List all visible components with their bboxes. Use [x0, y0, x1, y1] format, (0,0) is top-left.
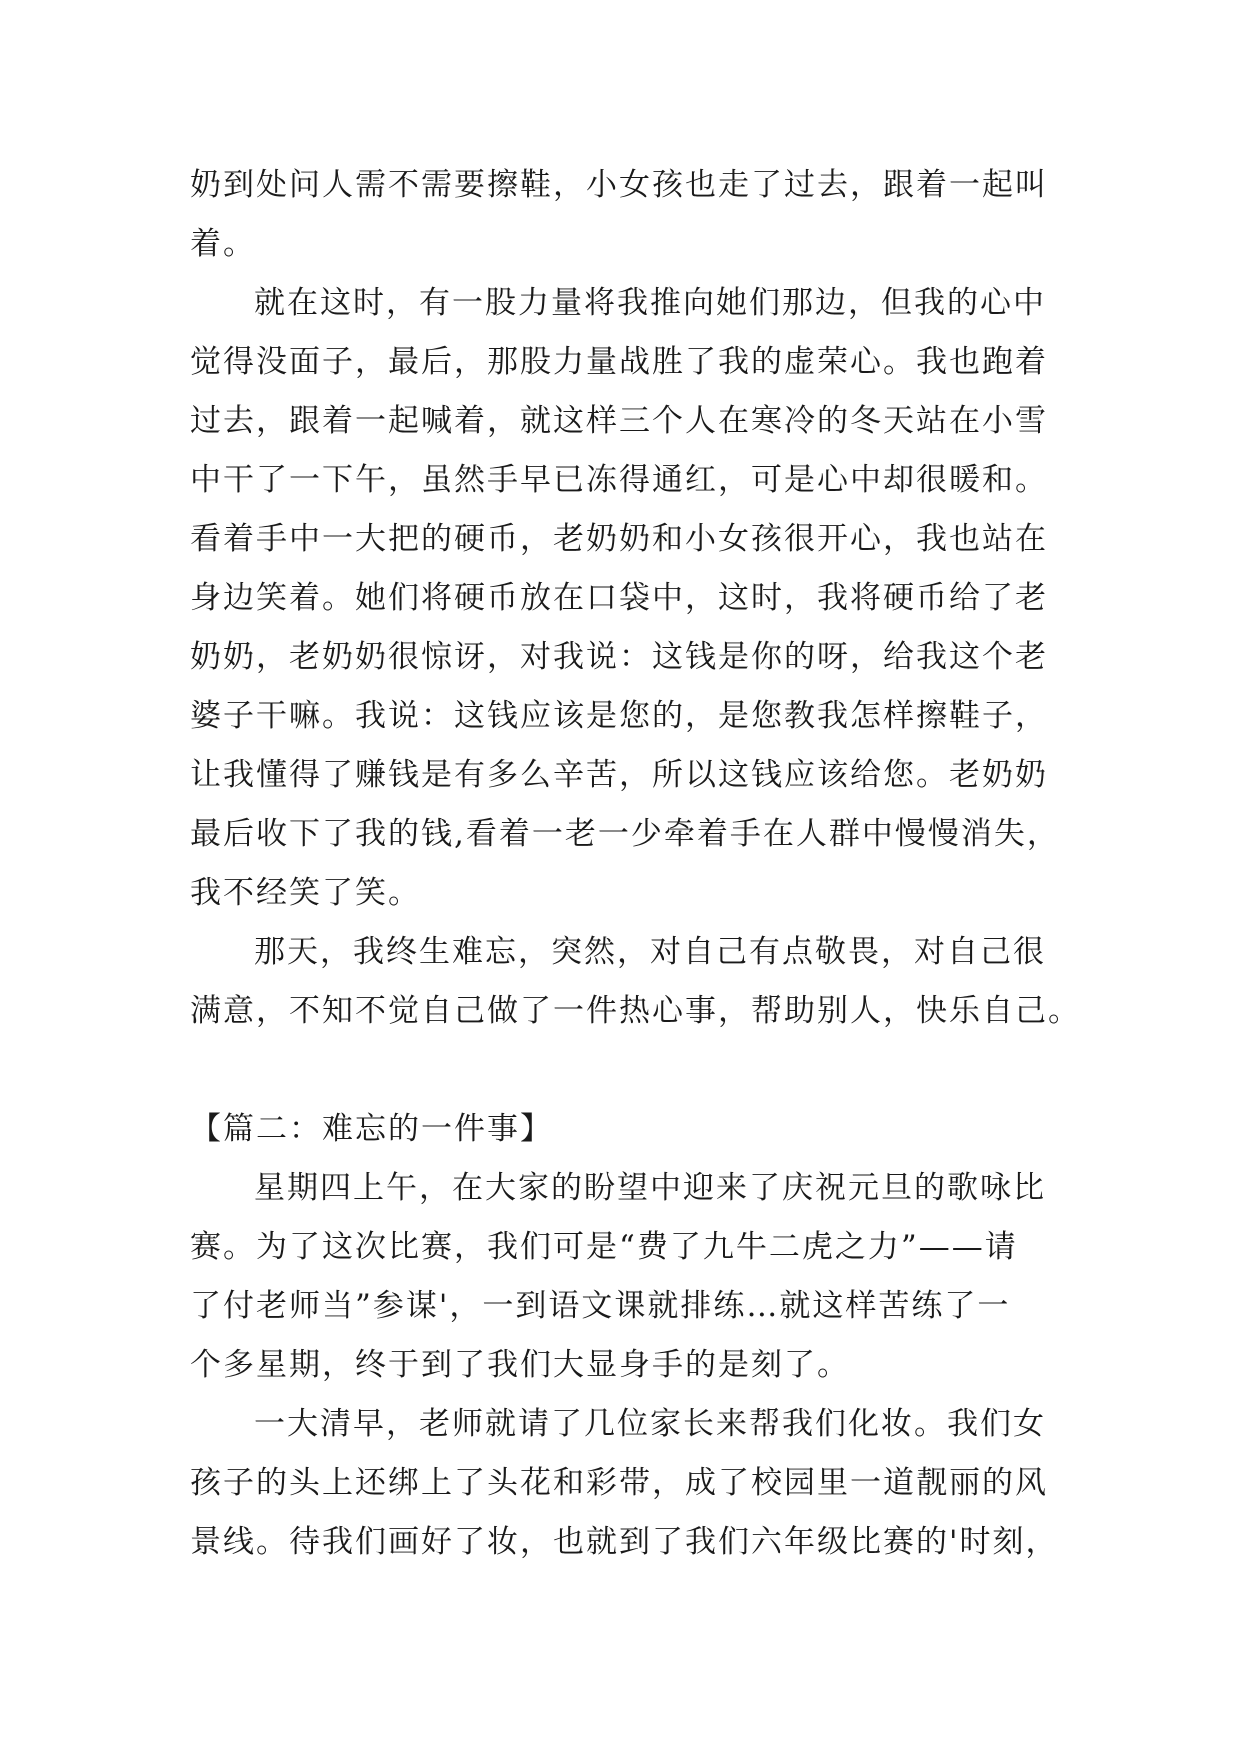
text-line: 让我懂得了赚钱是有多么辛苦，所以这钱应该给您。老奶奶 [190, 757, 1048, 793]
text-line: 奶到处问人需不需要擦鞋，小女孩也走了过去，跟着一起叫 [190, 167, 1048, 203]
text-line: 觉得没面子，最后，那股力量战胜了我的虚荣心。我也跑着 [190, 344, 1048, 380]
text-line: 过去，跟着一起喊着，就这样三个人在寒冷的冬天站在小雪 [190, 403, 1048, 439]
section-heading: 【篇二：难忘的一件事】 [190, 1111, 553, 1147]
text-line: 着。 [190, 226, 256, 262]
text-line: 赛。为了这次比赛，我们可是“费了九牛二虎之力”——请 [190, 1229, 1018, 1265]
text-line: 中干了一下午，虽然手早已冻得通红，可是心中却很暖和。 [190, 462, 1048, 498]
text-line: 景线。待我们画好了妆，也就到了我们六年级比赛的'时刻， [190, 1524, 1059, 1560]
document-body [190, 156, 1081, 1572]
text-line: 了付老师当”参谋'，一到语文课就排练…就这样苦练了一 [190, 1288, 1011, 1324]
text-line: 婆子干嘛。我说：这钱应该是您的，是您教我怎样擦鞋子， [190, 698, 1048, 734]
text-line: 最后收下了我的钱,看着一老一少牵着手在人群中慢慢消失， [190, 816, 1060, 852]
text-line: 奶奶，老奶奶很惊讶，对我说：这钱是你的呀，给我这个老 [190, 639, 1048, 675]
text-line: 满意，不知不觉自己做了一件热心事，帮助别人，快乐自己。 [190, 993, 1081, 1029]
paragraph-start: 那天，我终生难忘，突然，对自己有点敬畏，对自己很 [254, 934, 1046, 970]
text-line: 我不经笑了笑。 [190, 875, 421, 911]
text-line: 看着手中一大把的硬币，老奶奶和小女孩很开心，我也站在 [190, 521, 1048, 557]
text-line: 个多星期，终于到了我们大显身手的是刻了。 [190, 1347, 850, 1383]
paragraph-start: 星期四上午，在大家的盼望中迎来了庆祝元旦的歌咏比 [254, 1170, 1046, 1206]
paragraph-start: 一大清早，老师就请了几位家长来帮我们化妆。我们女 [254, 1406, 1046, 1442]
paragraph-start: 就在这时，有一股力量将我推向她们那边，但我的心中 [254, 285, 1046, 321]
section-gap [190, 1041, 1070, 1100]
text-line: 孩子的头上还绑上了头花和彩带，成了校园里一道靓丽的风 [190, 1465, 1048, 1501]
text-line: 身边笑着。她们将硬币放在口袋中，这时，我将硬币给了老 [190, 580, 1048, 616]
